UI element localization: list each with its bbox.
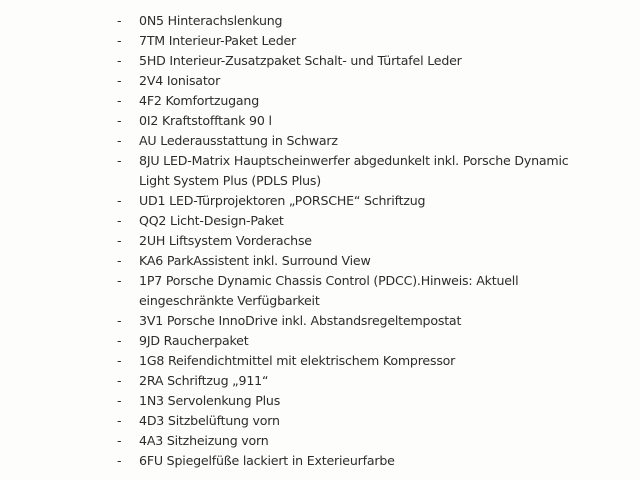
equipment-item bbox=[0, 31, 569, 51]
equipment-item-text: 8JU LED-Matrix Hauptscheinwerfer abgedunkelt inkl. Porsche Dynamic bbox=[139, 153, 569, 168]
equipment-item-text: KA6 ParkAssistent inkl. Surround View bbox=[139, 253, 371, 268]
equipment-item bbox=[0, 411, 569, 431]
equipment-item-continuation: Light System Plus (PDLS Plus) bbox=[139, 173, 322, 188]
bullet-dash: - bbox=[117, 113, 122, 128]
equipment-list bbox=[0, 11, 569, 471]
equipment-item-text: 4A3 Sitzheizung vorn bbox=[139, 433, 269, 448]
equipment-item-text: 3V1 Porsche InnoDrive inkl. Abstandsregeltempostat bbox=[139, 313, 462, 328]
equipment-item bbox=[0, 71, 569, 91]
equipment-item bbox=[0, 391, 569, 411]
bullet-dash: - bbox=[117, 253, 122, 268]
equipment-item-text: 7TM Interieur-Paket Leder bbox=[139, 33, 297, 48]
equipment-item bbox=[0, 351, 569, 371]
bullet-dash: - bbox=[117, 93, 122, 108]
bullet-dash: - bbox=[117, 433, 122, 448]
equipment-item bbox=[0, 151, 569, 191]
bullet-dash: - bbox=[117, 233, 122, 248]
equipment-item bbox=[0, 231, 569, 251]
bullet-dash: - bbox=[117, 73, 122, 88]
equipment-item-text: 0I2 Kraftstofftank 90 l bbox=[139, 113, 272, 128]
equipment-item bbox=[0, 191, 569, 211]
bullet-dash: - bbox=[117, 13, 122, 28]
equipment-item-text: QQ2 Licht-Design-Paket bbox=[139, 213, 284, 228]
bullet-dash: - bbox=[117, 353, 122, 368]
bullet-dash: - bbox=[117, 213, 122, 228]
equipment-item-text: 2UH Liftsystem Vorderachse bbox=[139, 233, 312, 248]
equipment-item bbox=[0, 451, 569, 471]
bullet-dash: - bbox=[117, 193, 122, 208]
equipment-item bbox=[0, 111, 569, 131]
equipment-item bbox=[0, 311, 569, 331]
equipment-item bbox=[0, 271, 569, 311]
equipment-item bbox=[0, 131, 569, 151]
equipment-item bbox=[0, 251, 569, 271]
bullet-dash: - bbox=[117, 53, 122, 68]
equipment-item-continuation: eingeschränkte Verfügbarkeit bbox=[139, 293, 320, 308]
equipment-item bbox=[0, 211, 569, 231]
bullet-dash: - bbox=[117, 333, 122, 348]
equipment-item bbox=[0, 11, 569, 31]
equipment-item bbox=[0, 51, 569, 71]
equipment-item-text: 0N5 Hinterachslenkung bbox=[139, 13, 283, 28]
bullet-dash: - bbox=[117, 133, 122, 148]
equipment-item-text: UD1 LED-Türprojektoren „PORSCHE“ Schriftzug bbox=[139, 193, 426, 208]
bullet-dash: - bbox=[117, 313, 122, 328]
equipment-item-text: AU Lederausstattung in Schwarz bbox=[139, 133, 338, 148]
equipment-item-text: 4F2 Komfortzugang bbox=[139, 93, 260, 108]
bullet-dash: - bbox=[117, 273, 122, 288]
equipment-item-text: 6FU Spiegelfüße lackiert in Exterieurfarbe bbox=[139, 453, 395, 468]
equipment-item-text: 9JD Raucherpaket bbox=[139, 333, 249, 348]
bullet-dash: - bbox=[117, 373, 122, 388]
equipment-item-text: 1P7 Porsche Dynamic Chassis Control (PDCC).Hinweis: Aktuell bbox=[139, 273, 519, 288]
bullet-dash: - bbox=[117, 413, 122, 428]
equipment-item-text: 1N3 Servolenkung Plus bbox=[139, 393, 281, 408]
equipment-item-text: 2RA Schriftzug „911“ bbox=[139, 373, 269, 388]
bullet-dash: - bbox=[117, 393, 122, 408]
bullet-dash: - bbox=[117, 153, 122, 168]
bullet-dash: - bbox=[117, 453, 122, 468]
equipment-item bbox=[0, 331, 569, 351]
bullet-dash: - bbox=[117, 33, 122, 48]
equipment-item-text: 2V4 Ionisator bbox=[139, 73, 221, 88]
equipment-item bbox=[0, 91, 569, 111]
equipment-item bbox=[0, 371, 569, 391]
equipment-item-text: 5HD Interieur-Zusatzpaket Schalt- und Türtafel Leder bbox=[139, 53, 462, 68]
equipment-item bbox=[0, 431, 569, 451]
equipment-item-text: 1G8 Reifendichtmittel mit elektrischem Kompressor bbox=[139, 353, 456, 368]
equipment-item-text: 4D3 Sitzbelüftung vorn bbox=[139, 413, 280, 428]
